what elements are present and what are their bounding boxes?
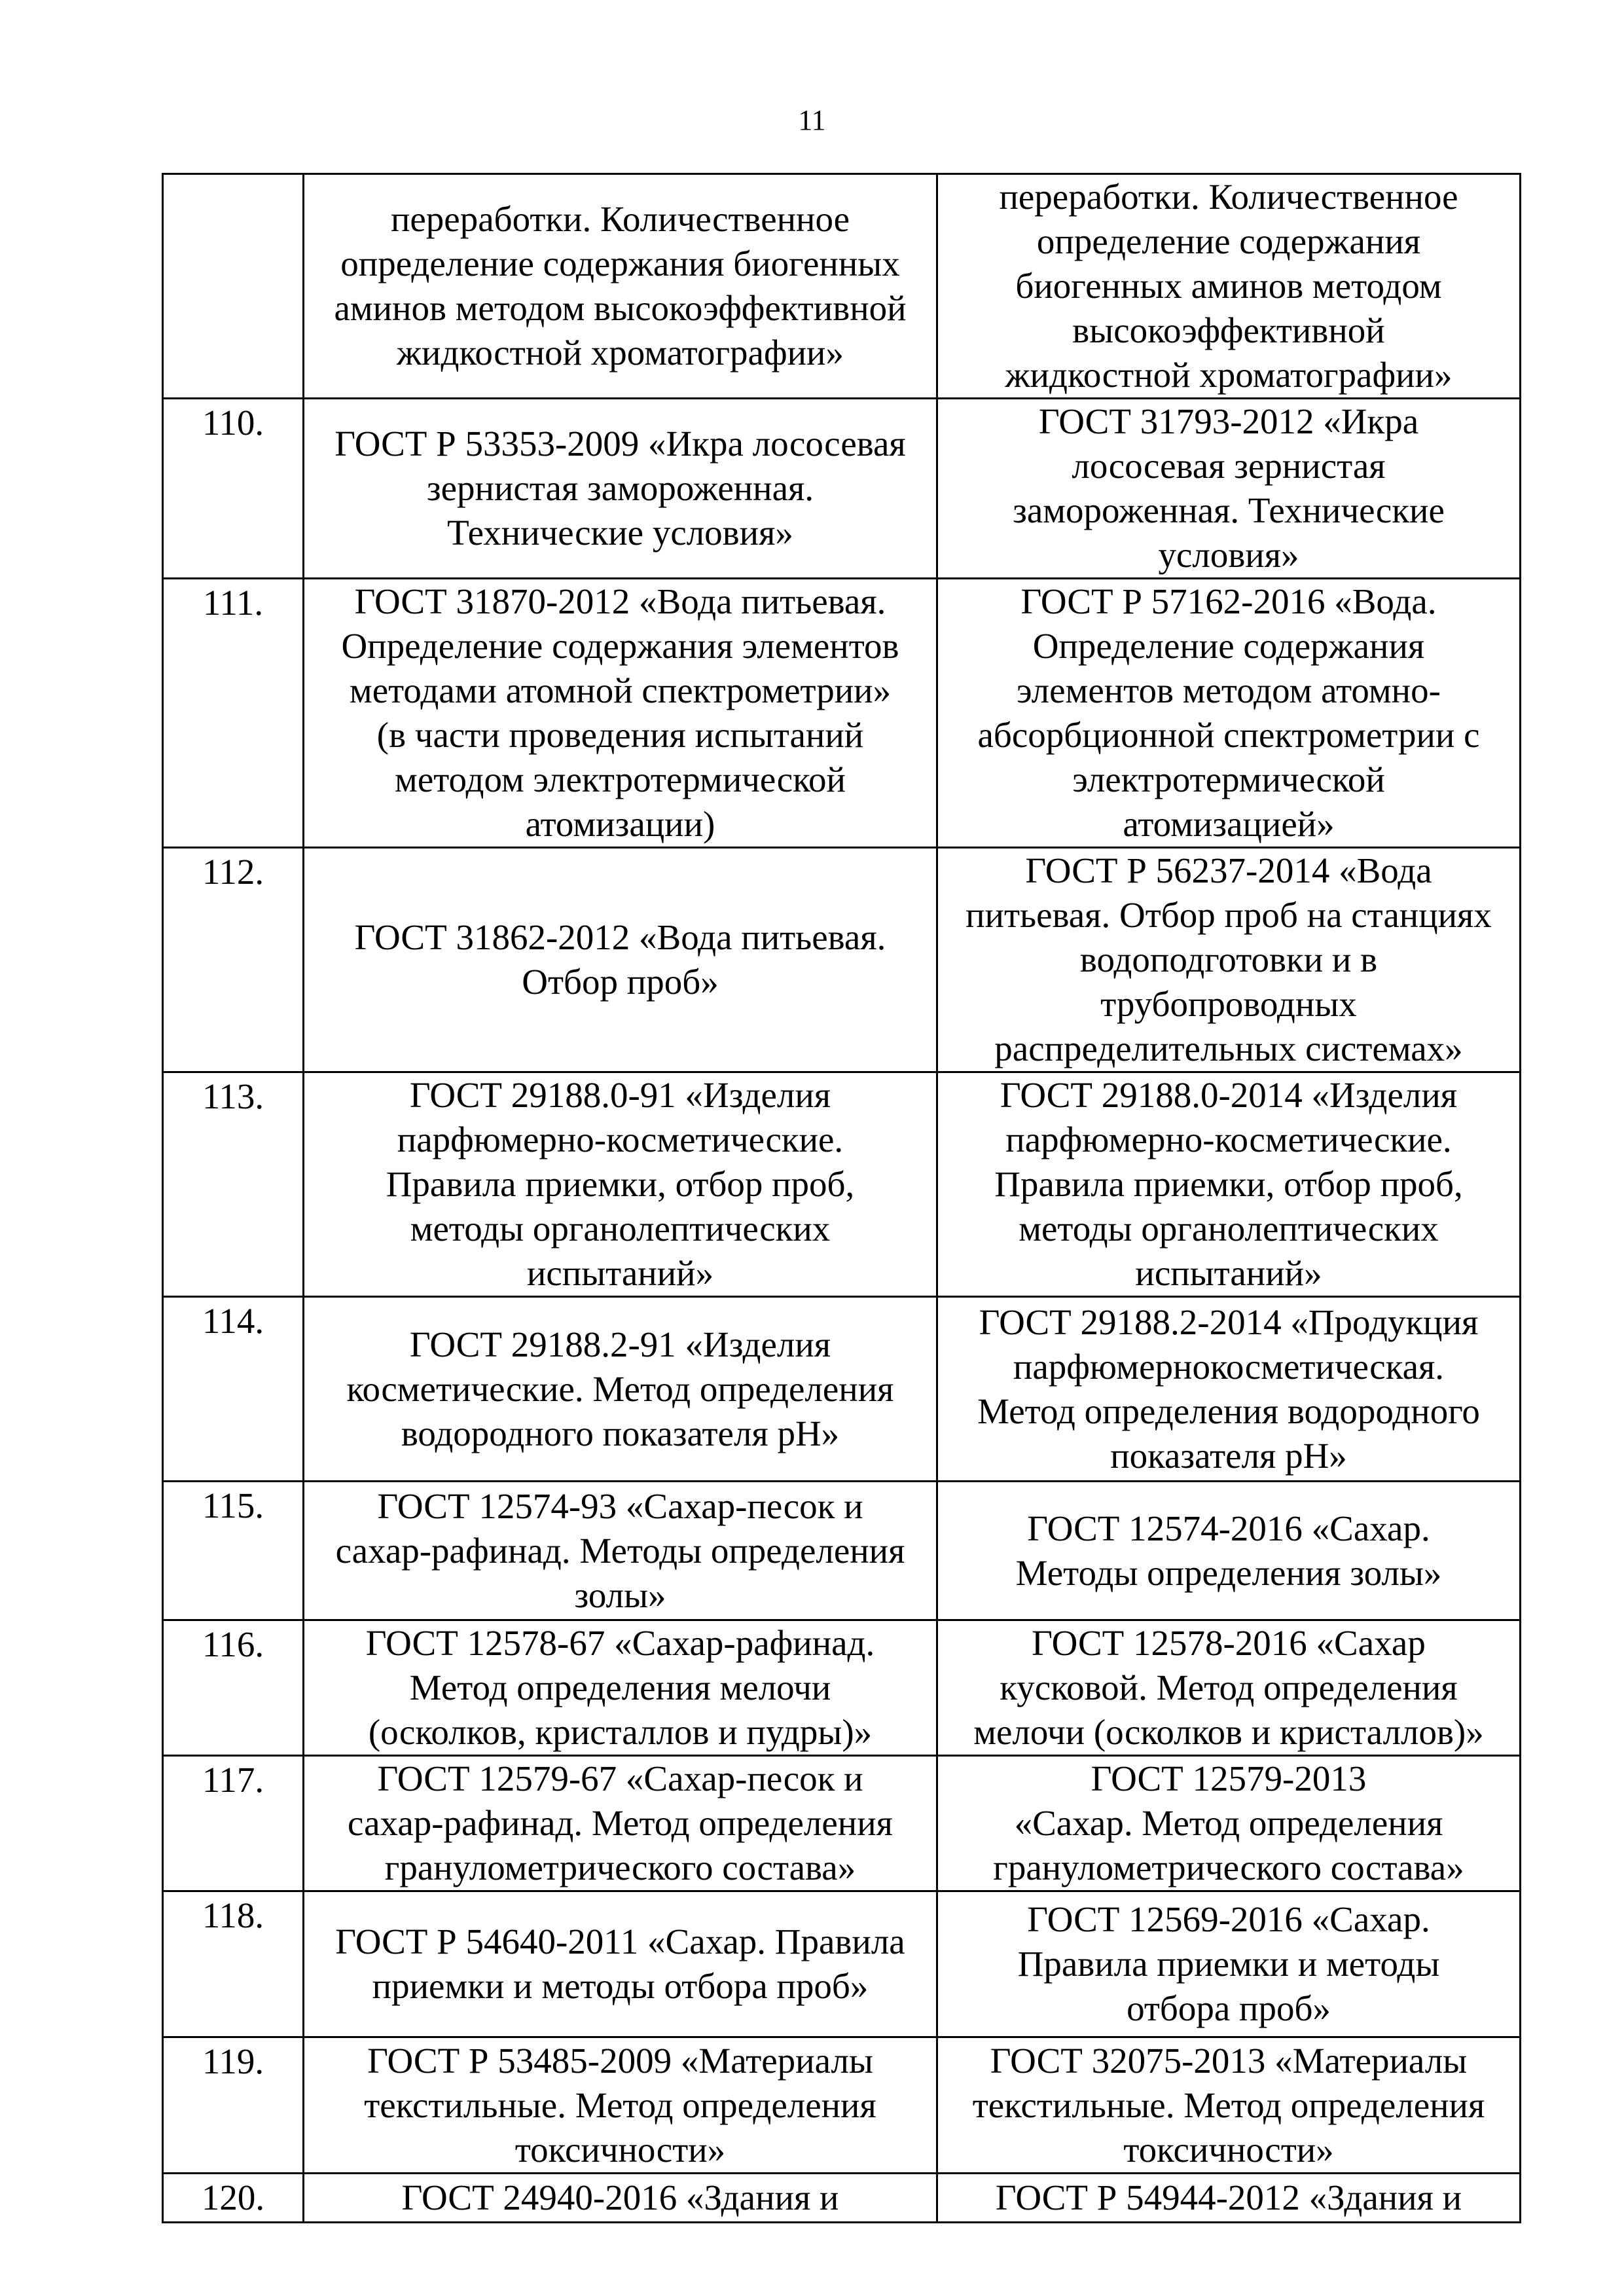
row-number: 112. xyxy=(163,848,304,1072)
old-standard: ГОСТ 29188.2-91 «Изделия косметические. Метод определения водородного показателя pH» xyxy=(304,1297,937,1482)
table-row xyxy=(163,1891,1521,2037)
table-row xyxy=(163,1756,1521,1891)
new-standard: ГОСТ 32075-2013 «Материалы текстильные. Метод определения токсичности» xyxy=(937,2037,1521,2174)
table-row xyxy=(163,399,1521,579)
row-number: 114. xyxy=(163,1297,304,1482)
standards-table xyxy=(162,173,1521,2223)
row-number xyxy=(163,174,304,399)
old-standard: ГОСТ 12574-93 «Сахар-песок и сахар-рафинад. Методы определения золы» xyxy=(304,1482,937,1620)
row-number: 119. xyxy=(163,2037,304,2174)
table-row xyxy=(163,2037,1521,2174)
old-standard: ГОСТ 24940-2016 «Здания и xyxy=(304,2174,937,2223)
row-number: 115. xyxy=(163,1482,304,1620)
new-standard: ГОСТ 29188.2-2014 «Продукция парфюмернокосметическая. Метод определения водородного показателя pH» xyxy=(937,1297,1521,1482)
old-standard: ГОСТ Р 54640-2011 «Сахар. Правила приемки и методы отбора проб» xyxy=(304,1891,937,2037)
row-number: 116. xyxy=(163,1620,304,1756)
table-row xyxy=(163,1297,1521,1482)
page-number: 11 xyxy=(798,104,826,136)
new-standard: ГОСТ 12578-2016 «Сахар кусковой. Метод определения мелочи (осколков и кристаллов)» xyxy=(937,1620,1521,1756)
table-row xyxy=(163,1072,1521,1297)
table-row xyxy=(163,1620,1521,1756)
new-standard: ГОСТ 31793-2012 «Икра лососевая зернистая замороженная. Технические условия» xyxy=(937,399,1521,579)
old-standard: ГОСТ 29188.0-91 «Изделия парфюмерно-косметические. Правила приемки, отбор проб, методы органолептических испытаний» xyxy=(304,1072,937,1297)
old-standard: ГОСТ 31870-2012 «Вода питьевая. Определение содержания элементов методами атомной спектрометрии» (в части проведения испытаний методом электротермической атомизации) xyxy=(304,579,937,848)
new-standard: переработки. Количественное определение содержания биогенных аминов методом высокоэффективной жидкостной хроматографии» xyxy=(937,174,1521,399)
table-row xyxy=(163,579,1521,848)
new-standard: ГОСТ Р 57162-2016 «Вода. Определение содержания элементов методом атомно- абсорбционной спектрометрии с электротермической атомизацией» xyxy=(937,579,1521,848)
new-standard: ГОСТ 12574-2016 «Сахар. Методы определения золы» xyxy=(937,1482,1521,1620)
table-row xyxy=(163,2174,1521,2223)
row-number: 120. xyxy=(163,2174,304,2223)
old-standard: ГОСТ 12578-67 «Сахар-рафинад. Метод определения мелочи (осколков, кристаллов и пудры)» xyxy=(304,1620,937,1756)
row-number: 118. xyxy=(163,1891,304,2037)
new-standard: ГОСТ 12569-2016 «Сахар. Правила приемки и методы отбора проб» xyxy=(937,1891,1521,2037)
table-row xyxy=(163,1482,1521,1620)
row-number: 110. xyxy=(163,399,304,579)
old-standard: ГОСТ Р 53353-2009 «Икра лососевая зернистая замороженная. Технические условия» xyxy=(304,399,937,579)
old-standard: ГОСТ Р 53485-2009 «Материалы текстильные. Метод определения токсичности» xyxy=(304,2037,937,2174)
old-standard: переработки. Количественное определение содержания биогенных аминов методом высокоэффективной жидкостной хроматографии» xyxy=(304,174,937,399)
table-row xyxy=(163,174,1521,399)
row-number: 117. xyxy=(163,1756,304,1891)
row-number: 111. xyxy=(163,579,304,848)
table-row xyxy=(163,848,1521,1072)
row-number: 113. xyxy=(163,1072,304,1297)
new-standard: ГОСТ Р 56237-2014 «Вода питьевая. Отбор проб на станциях водоподготовки и в трубопроводных распределительных системах» xyxy=(937,848,1521,1072)
old-standard: ГОСТ 12579-67 «Сахар-песок и сахар-рафинад. Метод определения гранулометрического состава» xyxy=(304,1756,937,1891)
new-standard: ГОСТ 29188.0-2014 «Изделия парфюмерно-косметические. Правила приемки, отбор проб, методы органолептических испытаний» xyxy=(937,1072,1521,1297)
new-standard: ГОСТ 12579-2013 «Сахар. Метод определения гранулометрического состава» xyxy=(937,1756,1521,1891)
new-standard: ГОСТ Р 54944-2012 «Здания и xyxy=(937,2174,1521,2223)
old-standard: ГОСТ 31862-2012 «Вода питьевая. Отбор проб» xyxy=(304,848,937,1072)
